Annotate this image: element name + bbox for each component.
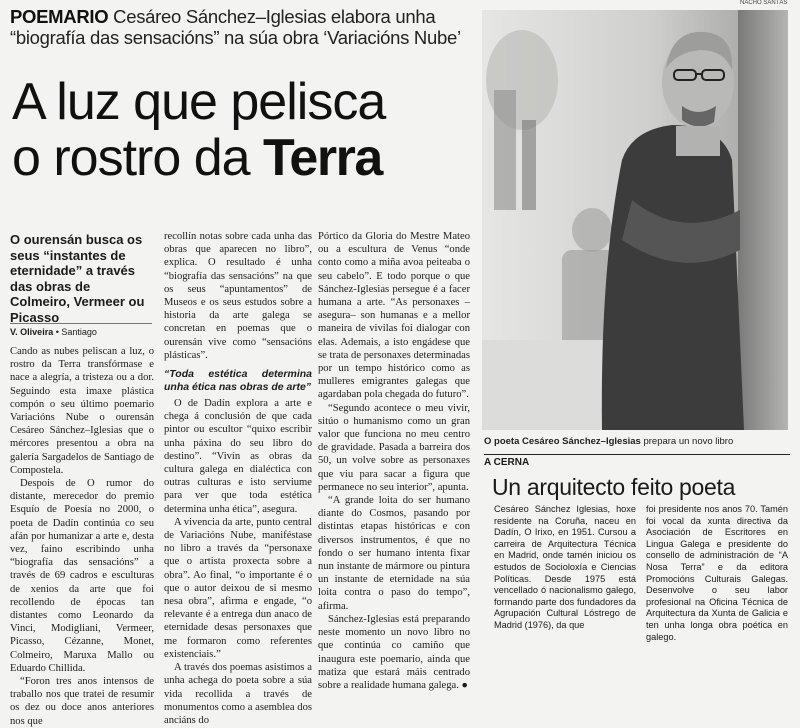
article-column-1 (10, 345, 154, 728)
headline (12, 74, 482, 186)
caption-bold: O poeta Cesáreo Sánchez–Iglesias (484, 436, 641, 447)
headline-line-2 (12, 130, 482, 186)
paragraph: Pórtico da Gloria do Mestre Mateo ou a escultura de Venus “onde conto como a miña avoa peiteaba o seu cabelo”. E todo porque o que Sánchez-Iglesias persegue é a facer humana a arte. “As personaxes –asegura– son humanas e a mellor maneira de vivilas foi dialogar con elas. Ademais, a isto engádese que se trata de personaxes determinadas por un tempo histórico como as mulleres emigrantes galegas que agardaban pola chegada do futuro”. (318, 231, 470, 401)
paragraph: A vivencia da arte, punto central de Variacións Nube, maniféstase no libro a través da “personaxe que o artista proxecta sobre a obra”. Ao final, “o importante é o que o autor deixou de si mesmo nesa obra”, afirma e engade, “o relevante é a entrega dun anaco de eternidade desas personaxes que me formaron como referentes existenciais.” (164, 516, 312, 660)
section-tag: POEMARIO (10, 6, 109, 27)
photo-credit: NACHO SANTÁS (740, 0, 788, 6)
article-column-2 (164, 230, 312, 727)
byline-place: Santiago (61, 327, 97, 337)
box-column-2: foi presidente nos anos 70. Tamén foi vocal da xunta directiva da Asociación de Escritores en Lingua Galega e presidente do consello de administración de “A Nosa Terra” e da editora Promocións Culturais Galegas. Desenvolve o seu labor profesional na Oficina Técnica de Arquitectura da Xunta de Galicia e ten unha longa obra poética en galego. (646, 504, 788, 642)
summary: O ourensán busca os seus “instantes de eternidade” a través das obras de Colmeiro, Vermeer ou Picasso (10, 232, 145, 325)
byline (10, 323, 152, 337)
byline-separator: • (53, 327, 62, 337)
paragraph: Cando as nubes peliscan a luz, o rostro da Terra transfórmase e nace a alegría, a tristeza ou a dor. Seguindo esta imaxe plástica compón o seu último poemario Variacións Nube o ourensán Cesáreo Sánchez–Iglesias que o mércores presentou a obra na galería Sargadelos de Santiago de Compostela. (10, 346, 154, 476)
paragraph: “Foron tres anos intensos de traballo nos que tratei de resumir os dez ou doce anos anteriores nos que (10, 676, 154, 727)
photo-caption (484, 436, 790, 447)
paragraph: Sánchez-Iglesias está preparando neste momento un novo libro no que continúa co camiño que inaugura este poemario, ainda que matiza que estará máis centrado sobre a realidade humana galega. ● (318, 613, 470, 691)
box-columns (484, 504, 790, 643)
article-column-3 (318, 230, 470, 692)
paragraph: Despois de O rumor do distante, merecedor do premio Esquío de Poesía no 2000, o poeta de Dadín continúa co seu afán por humanizar a arte e, desta vez, faino escribindo unha “biografía das sensacións” a través de 69 cadros e esculturas de xenios da arte que foi recollendo de épocas tan distantes como Leonardo da Vinci, Modigliani, Vermeer, Picasso, Cézanne, Monet, Colmeiro, Maruxa Mallo ou Eduardo Chillida. (10, 478, 154, 674)
portrait-photo-icon (482, 10, 788, 430)
paragraph: O de Dadín explora a arte e chega á conclusión de que cada pintor ou escultor “quixo escribir unha páxina do seu libro do destino”. “Vivín as obras da cultura galega en dialéctica con outras culturas e isto serviume para ver que toda estética determina unha ética”, asegura. (164, 398, 312, 515)
headline-line-2-plain: o rostro da (12, 129, 264, 187)
caption-rest: prepara un novo libro (640, 436, 734, 447)
box-title: Un arquitecto feito poeta (492, 474, 736, 500)
headline-line-1: A luz que pelisca (12, 73, 386, 131)
box-tag: A CERNA (484, 454, 790, 468)
paragraph: A través dos poemas asistimos a unha achega do poeta sobre a súa vida recollida a través de monumentos como a asemblea dos anciáns do (164, 662, 312, 726)
sidebar-box (484, 454, 790, 642)
portrait-photo (482, 10, 788, 430)
paragraph: “A grande loita do ser humano diante do Cosmos, pasando por distintas etapas históricas e con diversos instrumentos, é que no fondo o ser humano intenta fixar nun instante de mármore ou pintura un instante de eternidade na súa loita contra o paso do tempo”, afirma. (318, 495, 470, 612)
kicker-text: Cesáreo Sánchez–Iglesias elabora unha “biografía das sensacións” na súa obra ‘Variacións Nube’ (10, 6, 461, 48)
box-column-1: Cesáreo Sánchez Iglesias, hoxe residente na Coruña, naceu en Dadín, O Irixo, en 1951. Cursou a carreira de Arquitectura Técnica en Madrid, onde tamén iniciou os estudos de Socioloxía e Ciencias Políticas. Desde 1975 está vencellado ó nacionalismo galego, formando parte dos fundadores da Agrupación Cultural Lóstrego de Madrid (1976), da que (494, 504, 636, 630)
paragraph: recollín notas sobre cada unha das obras que aparecen no libro”, explica. O resultado é unha “biografía das sensacións” na que os seus “apuntamentos” de Museos e os seus estudos sobre a historia da arte galega se concretan en poemas que o ourensán vive como “sensacións plásticas”. (164, 231, 312, 361)
subheading: “Toda estética determina unha ética nas obras de arte” (164, 368, 312, 393)
headline-line-2-bold: Terra (263, 129, 382, 187)
paragraph: “Segundo acontece o meu vivir, sitúo o humanismo como un gran valor que funciona no meu centro de gravidade. Pasada a barreira dos 50, un volve sobre as personaxes que viu para sacar a figura que permanece no seu interior”, apunta. (318, 402, 470, 493)
kicker (10, 6, 480, 48)
byline-author: V. Oliveira (10, 327, 54, 337)
